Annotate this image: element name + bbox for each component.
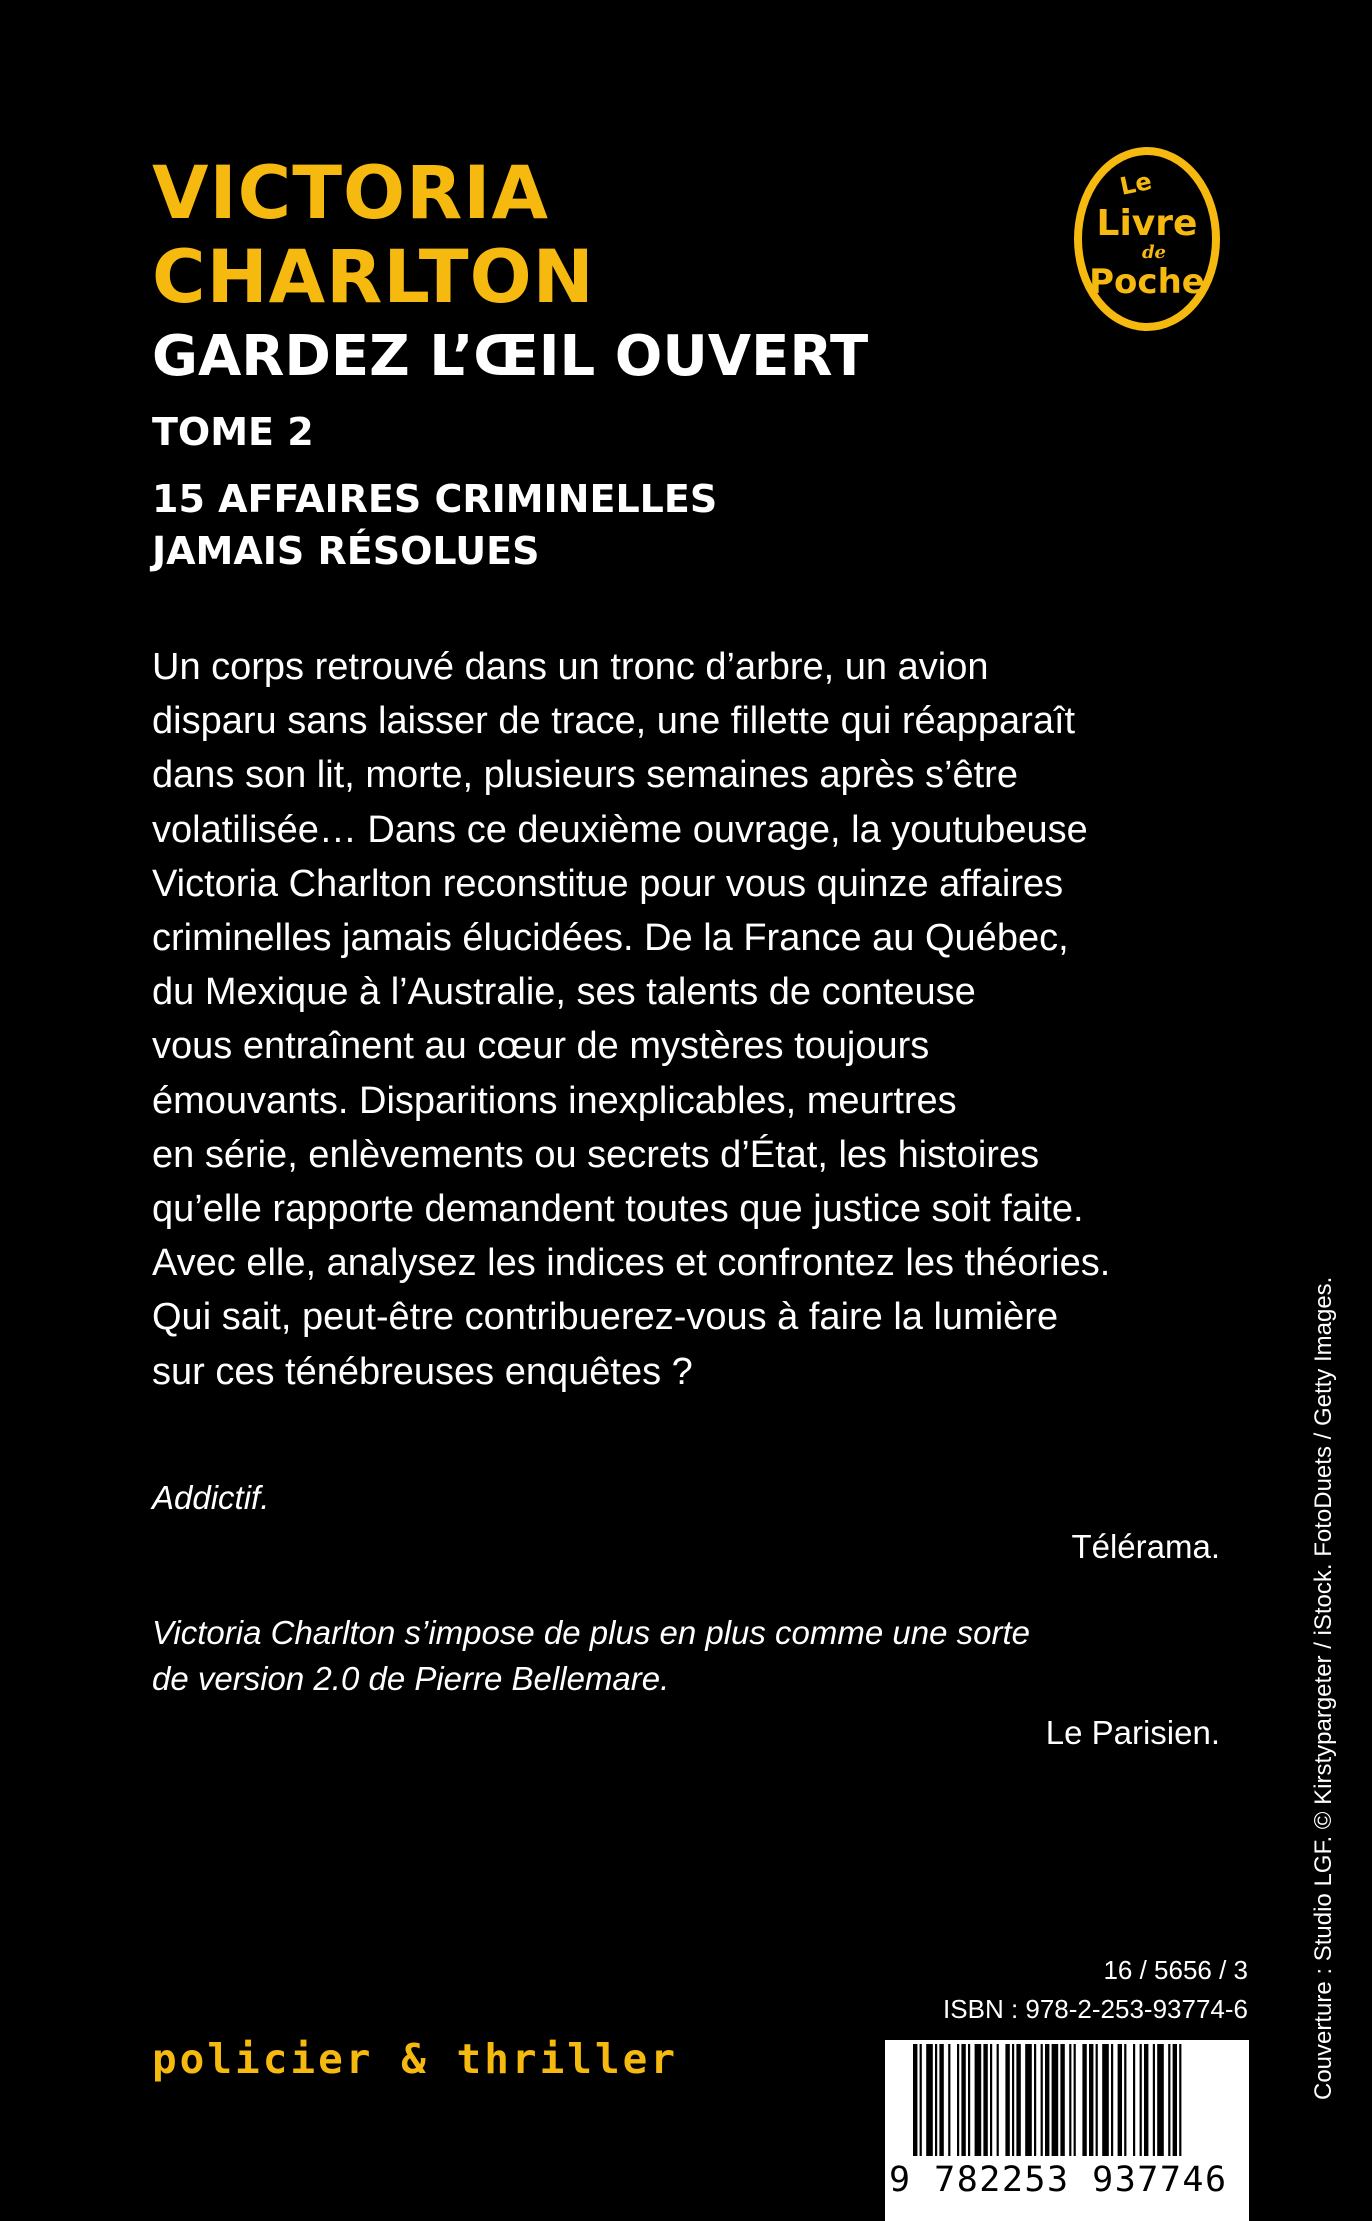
blurb-line: criminelles jamais élucidées. De la France au Québec,	[152, 917, 1069, 960]
barcode-bar	[1096, 2044, 1098, 2156]
review-quote-telerama	[152, 1475, 1222, 1521]
review-quote-line: Victoria Charlton s’impose de plus en plus comme une sorte	[152, 1614, 1030, 1651]
back-cover-blurb	[152, 640, 1242, 1399]
barcode-bar	[1034, 2044, 1036, 2156]
barcode-bar	[948, 2044, 950, 2156]
barcode-bar	[1052, 2044, 1059, 2156]
blurb-line: Victoria Charlton reconstitue pour vous quinze affaires	[152, 862, 1064, 905]
barcode-bar	[1140, 2044, 1142, 2156]
livre-de-poche-logo	[1072, 145, 1222, 333]
review-quote-line: Addictif.	[152, 1479, 270, 1516]
blurb-line: Avec elle, analysez les indices et confrontez les théories.	[152, 1242, 1111, 1285]
barcode-bar	[1102, 2044, 1109, 2156]
barcode-bar	[1089, 2044, 1093, 2156]
blurb-line: Qui sait, peut-être contribuerez-vous à faire la lumière	[152, 1296, 1059, 1339]
barcode-bar	[935, 2044, 937, 2156]
collection-genre: policier & thriller	[152, 2035, 678, 2083]
volume-label: TOME 2	[152, 410, 314, 454]
barcode-bar	[920, 2044, 922, 2156]
barcode-bar	[1133, 2044, 1135, 2156]
blurb-line: émouvants. Disparitions inexplicables, meurtres	[152, 1079, 957, 1122]
blurb-line: sur ces ténébreuses enquêtes ?	[152, 1350, 693, 1393]
logo-word-de: de	[1141, 242, 1167, 263]
author-line-2: CHARLTON	[152, 235, 595, 320]
barcode-bar	[1153, 2044, 1155, 2156]
barcode-bar	[1074, 2044, 1076, 2156]
barcode-digits: 9 782253 937746	[889, 2160, 1228, 2200]
barcode-bar	[1025, 2044, 1032, 2156]
barcode-bar	[990, 2044, 992, 2156]
author-line-1: VICTORIA	[152, 151, 549, 236]
blurb-line: vous entraînent au cœur de mystères toujours	[152, 1025, 930, 1068]
barcode-bar	[968, 2044, 970, 2156]
barcode-bar	[1082, 2044, 1086, 2156]
review-quote-line: de version 2.0 de Pierre Bellemare.	[152, 1660, 670, 1697]
barcode-bar	[913, 2044, 917, 2156]
barcode-bar	[1111, 2044, 1113, 2156]
subtitle-line-2: JAMAIS RÉSOLUES	[152, 529, 540, 573]
review-source-le-parisien: Le Parisien.	[1045, 1714, 1220, 1751]
barcode-bar	[997, 2044, 999, 2156]
barcode-bar	[1124, 2044, 1126, 2156]
barcode-bar	[1173, 2044, 1177, 2156]
barcode-bar	[939, 2044, 943, 2156]
barcode-bar	[1069, 2044, 1071, 2156]
blurb-line: Un corps retrouvé dans un tronc d’arbre, un avion	[152, 646, 989, 688]
barcode-bar	[961, 2044, 965, 2156]
barcode-bar	[1118, 2044, 1122, 2156]
barcode-bar	[1179, 2044, 1181, 2156]
barcode-bar	[1045, 2044, 1049, 2156]
catalog-code: 16 / 5656 / 3	[1103, 1955, 1248, 1985]
barcode-bar	[957, 2044, 959, 2156]
barcode-bar	[926, 2044, 933, 2156]
author-name	[152, 152, 595, 320]
review-source-telerama: Télérama.	[1071, 1528, 1220, 1565]
review-quote-le-parisien	[152, 1610, 1222, 1702]
blurb-line: volatilisée… Dans ce deuxième ouvrage, la youtubeuse	[152, 808, 1088, 851]
blurb-line: qu’elle rapporte demandent toutes que justice soit faite.	[152, 1188, 1084, 1231]
cover-credit: Couverture : Studio LGF. © Kirstypargeter / iStock. FotoDuets / Getty Images.	[1310, 1276, 1337, 2100]
barcode-bar	[1016, 2044, 1020, 2156]
barcode-bar	[1041, 2044, 1043, 2156]
barcode-bar	[1168, 2044, 1170, 2156]
blurb-line: dans son lit, morte, plusieurs semaines après s’être	[152, 754, 1018, 797]
book-subtitle	[152, 473, 717, 577]
logo-word-livre: Livre	[1096, 203, 1198, 244]
blurb-line: disparu sans laisser de trace, une fillette qui réapparaît	[152, 700, 1076, 743]
barcode-bar	[983, 2044, 987, 2156]
barcode-bar	[1005, 2044, 1009, 2156]
barcode-bar	[1012, 2044, 1014, 2156]
blurb-line: du Mexique à l’Australie, ses talents de conteuse	[152, 971, 976, 1014]
barcode-bar	[1144, 2044, 1148, 2156]
subtitle-line-1: 15 AFFAIRES CRIMINELLES	[152, 477, 718, 521]
barcode-bar	[1157, 2044, 1164, 2156]
logo-word-le: Le	[1117, 166, 1155, 201]
barcode-bar	[1060, 2044, 1064, 2156]
blurb-line: en série, enlèvements ou secrets d’État, les histoires	[152, 1133, 1040, 1176]
isbn-label: ISBN : 978-2-253-93774-6	[943, 1994, 1248, 2024]
book-title: GARDEZ L’ŒIL OUVERT	[152, 324, 869, 389]
isbn-barcode	[885, 2040, 1249, 2221]
barcode-bar	[975, 2044, 982, 2156]
logo-word-poche: Poche	[1089, 262, 1205, 302]
